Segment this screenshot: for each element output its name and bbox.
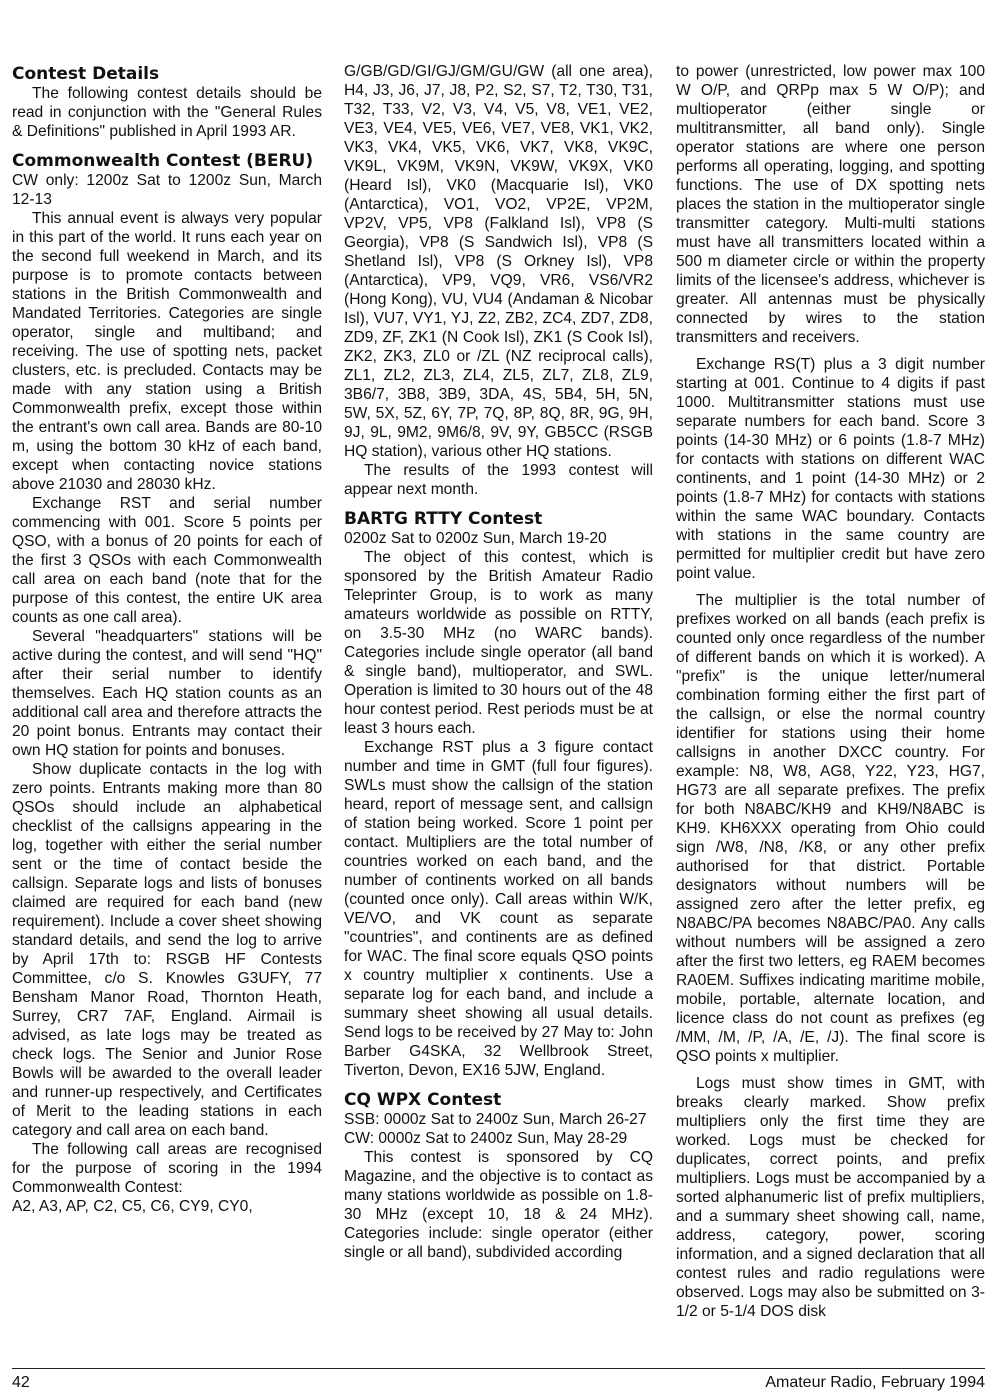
- paragraph-cq-ssb-time: SSB: 0000z Sat to 2400z Sun, March 26-27: [344, 1111, 647, 1128]
- column-2: [344, 62, 653, 1262]
- paragraph-bartg-time: 0200z Sat to 0200z Sun, March 19-20: [344, 530, 607, 547]
- paragraph-beru-5: The following call areas are recognised for the purpose of scoring in the 1994 Commonwealth Contest:: [12, 1141, 322, 1196]
- page-footer: [12, 1368, 985, 1391]
- paragraph-call-areas-continued: G/GB/GD/GI/GJ/GM/GU/GW (all one area), H4, J3, J6, J7, J8, P2, S2, S7, T2, T30, T31, T32, T33, V2, V3, V4, V5, V8, VE1, VE2, VE3, VE4, VE5, VE6, VE7, VE8, VK1, VK2, VK3, VK4, VK5, VK6, VK7, VK8, VK9C, VK9L, VK9M, VK9N, VK9W, VK9X, VK0 (Heard Isl), VK0 (Macquarie Isl), VK0 (Antarctica), VO1, VO2, VP2E, VP2M, VP2V, VP5, VP8 (Falkland Isl), VP8 (S Georgia), VP8 (S Sandwich Isl), VP8 (S Shetland Isl), VP8 (S Orkney Isl), VP8 (Antarctica), VP9, VQ9, VR6, VS6/VR2 (Hong Kong), VU, VU4 (Andaman & Nicobar Isl), VU7, VY1, YJ, Z2, ZB2, ZC4, ZD7, ZD8, ZD9, ZF, ZK1 (N Cook Isl), ZK1 (S Cook Isl), ZK2, ZK3, ZL0 or /ZL (NZ reciprocal calls), ZL1, ZL2, ZL3, ZL4, ZL5, ZL7, ZL8, ZL9, 3B6/7, 3B8, 3B9, 3DA, 4S, 5B4, 5H, 5N, 5W, 5X, 5Z, 6Y, 7P, 7Q, 8P, 8Q, 8R, 9G, 9H, 9J, 9L, 9M2, 9M6/8, 9V, 9Y, GB5CC (RSGB HQ station), various other HQ stations.: [344, 63, 653, 460]
- column-1: [12, 62, 322, 1216]
- paragraph-cq-1-continued: to power (unrestricted, low power max 100 W O/P, and QRPp max 5 W O/P); and multioperator (either single or multitransmitter, all band only). Single operator stations are where one person performs all operating, logging, and spotting functions. The use of DX spotting nets places the station in the multioperator single transmitter category. Multi-multi stations must have all transmitters located within a 500 m diameter circle or within the property limits of the licensee's address, whichever is greater. All antennas must be physically connected by wires to the station transmitters and receivers.: [676, 63, 985, 346]
- heading-bartg-rtty-contest: BARTG RTTY Contest: [344, 509, 543, 529]
- page-number: 42: [12, 1374, 30, 1391]
- paragraph-beru-time: CW only: 1200z Sat to 1200z Sun, March 12-13: [12, 172, 322, 208]
- paragraph-cq-3: The multiplier is the total number of prefixes worked on all bands (each prefix is counted only once regardless of the number of different bands on which it is worked). A "prefix" is the unique letter/numeral combination forming either the first part of the callsign, or else the normal country identifier for stations using their home callsigns in another DXCC country. For example: N8, W8, AG8, Y22, Y23, HG7, HG73 are all separate prefixes. The prefix for both N8ABC/KH9 and KH9/N8ABC is KH9. KH6XXX operating from Ohio could sign /W8, /N8, /K8, or any other prefix authorised for that district. Portable designators without numbers will be assigned zero after the letter prefix, eg N8ABC/PA becomes N8ABC/PA0. Any calls without numbers will be assigned a zero after the first two letters, eg RAEM becomes RA0EM. Suffixes indicating maritime mobile, mobile, portable, alternate location, and licence class do not count as prefixes (eg /MM, /M, /P, /A, /E, /J). The final score is QSO points x multiplier.: [676, 592, 985, 1065]
- paragraph-cq-1: This contest is sponsored by CQ Magazine, and the objective is to contact as many stations worldwide as possible on 1.8-30 MHz (except 10, 18 & 24 MHz). Categories include: single operator (either single or all band), subdivided according: [344, 1149, 653, 1261]
- publication-info: Amateur Radio, February 1994: [765, 1374, 985, 1391]
- paragraph-beru-2: Exchange RST and serial number commencing with 001. Score 5 points per QSO, with a bonus of 20 points for each of the first 3 QSOs with each Commonwealth call area on each band (note that for the purpose of this contest, the entire UK area counts as one call area).: [12, 495, 322, 626]
- paragraph-bartg-2: Exchange RST plus a 3 figure contact number and time in GMT (full four figures). SWLs must show the callsign of the station heard, report of message sent, and callsign of station being worked. Score 1 point per contact. Multipliers are the total number of countries worked on each band, and the number of continents worked on all bands (counted once only). Call areas within W/K, VE/VO, and VK count as separate "countries", and continents are as defined for WAC. The final score equals QSO points x country multiplier x continents. Use a separate log for each band, and include a summary sheet showing all usual details. Send logs to be received by 27 May to: John Barber G4SKA, 32 Wellbrook Street, Tiverton, Devon, EX16 5JW, England.: [344, 739, 653, 1079]
- paragraph-cq-cw-time: CW: 0000z Sat to 2400z Sun, May 28-29: [344, 1130, 628, 1147]
- paragraph-beru-3: Several "headquarters" stations will be active during the contest, and will send "HQ" after their serial number to identify themselves. Each HQ station counts as an additional call area and therefore attracts the 20 point bonus. Entrants may contact their own HQ station for points and bonuses.: [12, 628, 322, 759]
- column-3: [676, 62, 985, 1321]
- paragraph-beru-4: Show duplicate contacts in the log with zero points. Entrants making more than 80 QSOs should include an alphabetical checklist of the callsigns appearing in the log, together with either the serial number sent or the time of contact beside the callsign. Separate logs and lists of bonuses claimed are required for each band (new requirement). Include a cover sheet showing standard details, and send the log to arrive by April 17th to: RSGB HF Contests Committee, c/o S. Knowles G3UFY, 77 Bensham Manor Road, Thornton Heath, Surrey, CR7 7AF, England. Airmail is advised, as late logs may be treated as check logs. The Senior and Junior Rose Bowls will be awarded to the overall leader and runner-up respectively, and Certificates of Merit to the leading stations in each category and call area on each band.: [12, 761, 322, 1139]
- heading-contest-details: Contest Details: [12, 64, 160, 84]
- paragraph-results: The results of the 1993 contest will appear next month.: [344, 462, 653, 498]
- heading-cq-wpx-contest: CQ WPX Contest: [344, 1090, 502, 1110]
- paragraph-details-intro: The following contest details should be read in conjunction with the "General Rules & Definitions" published in April 1993 AR.: [12, 85, 322, 140]
- paragraph-beru-1: This annual event is always very popular in this part of the world. It runs each year on the second full weekend in March, and its purpose is to promote contacts between stations in the British Commonwealth and Mandated Territories. Categories are single operator, single and multiband; and receiving. The use of spotting nets, packet clusters, etc. is precluded. Contacts may be made with any station using a British Commonwealth prefix, except those within the entrant's own call area. Bands are 80-10 m, using the bottom 30 kHz of each band, except when contacting novice stations above 21030 and 28030 kHz.: [12, 210, 322, 493]
- heading-commonwealth-contest: Commonwealth Contest (BERU): [12, 151, 314, 171]
- paragraph-beru-call-areas: A2, A3, AP, C2, C5, C6, CY9, CY0,: [12, 1198, 253, 1215]
- paragraph-cq-2: Exchange RS(T) plus a 3 digit number starting at 001. Continue to 4 digits if past 1000. Multitransmitter stations must use separate numbers for each band. Score 3 points (14-30 MHz) or 6 points (1.8-7 MHz) for contacts with stations on different WAC continents, and 1 point (14-30 MHz) or 2 points (1.8-7 MHz) for contacts with stations within the same WAC boundary. Contacts with stations in the same country are permitted for multiplier credit but have zero point value.: [676, 356, 985, 582]
- paragraph-bartg-1: The object of this contest, which is sponsored by the British Amateur Radio Teleprinter Group, is to work as many amateurs worldwide as possible on RTTY, on 3.5-30 MHz (no WARC bands). Categories include single operator (all band & single band), multioperator, and SWL. Operation is limited to 30 hours out of the 48 hour contest period. Rest periods must be at least 3 hours each.: [344, 549, 653, 737]
- paragraph-cq-4: Logs must show times in GMT, with breaks clearly marked. Show prefix multipliers only the first time they are worked. Logs must be checked for duplicates, correct points, and prefix multipliers. Logs must be accompanied by a sorted alphanumeric list of prefix multipliers, and a summary sheet showing call, name, address, category, power, scoring information, and a signed declaration that all contest rules and radio regulations were observed. Logs may also be submitted on 3-1/2 or 5-1/4 DOS disk: [676, 1075, 985, 1320]
